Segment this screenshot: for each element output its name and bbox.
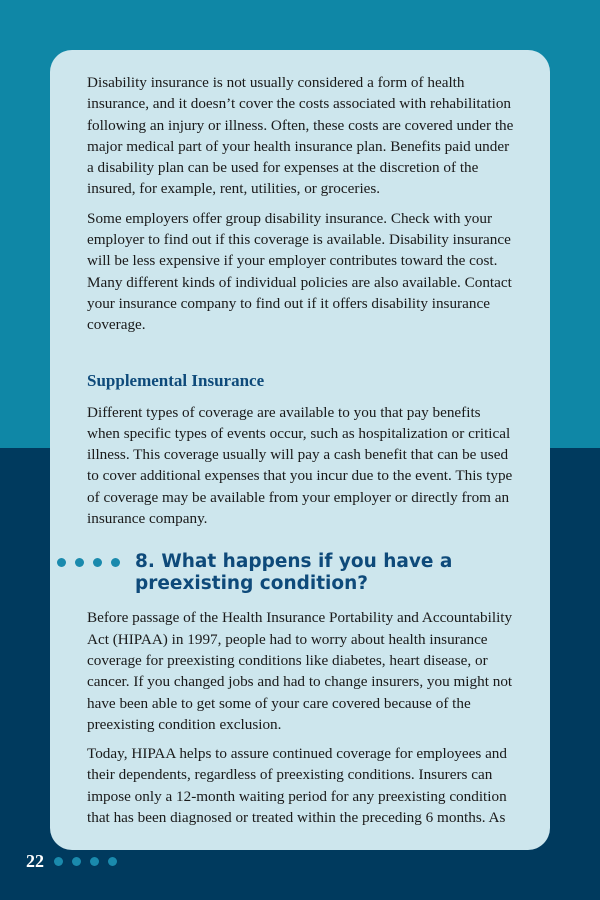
section-8-heading-text: 8. What happens if you have a preexisting condition? <box>135 551 453 595</box>
paragraph-disability-2: Some employers offer group disability insurance. Check with your employer to find out if this coverage is available. Disability insurance will be less expensive if your employer contributes toward the cost. Many different kinds of individual policies are also available. Contact your insurance company to find out if it offers disability insurance coverage. <box>87 209 512 334</box>
dot-icon <box>108 857 117 866</box>
paragraph-hipaa-today: Today, HIPAA helps to assure continued coverage for employees and their dependents, regardless of preexisting conditions. Insurers can impose only a 12-month waiting period for any preexisting condition that has been diagnosed or treated within the preceding 6 months. As <box>87 745 507 827</box>
heading-bullet-dots-icon <box>57 558 120 567</box>
dot-icon <box>54 857 63 866</box>
section-8-heading <box>50 551 514 595</box>
page-number: 22 <box>26 851 44 871</box>
page-footer <box>26 851 117 872</box>
dot-icon <box>111 558 120 567</box>
paragraph-supplemental: Different types of coverage are available to you that pay benefits when specific types of events occur, such as hospitalization or critical illness. This coverage usually will pay a cash benefit that can be used to cover additional expenses that you incur due to the event. This type of coverage may be available from your employer or directly from an insurance company. <box>87 403 513 528</box>
footer-dots-icon <box>54 857 117 866</box>
dot-icon <box>72 857 81 866</box>
dot-icon <box>57 558 66 567</box>
paragraph-hipaa-history: Before passage of the Health Insurance Portability and Accountability Act (HIPAA) in 1997, people had to worry about health insurance coverage for preexisting conditions like diabetes, heart disease, or cancer. If you changed jobs and had to change insurers, you might not have been able to get some of your care covered because of the preexisting condition exclusion. <box>87 609 513 733</box>
paragraph-disability-1: Disability insurance is not usually considered a form of health insurance, and it doesn’t cover the costs associated with rehabilitation following an injury or illness. Often, these costs are covered under the major medical part of your health insurance plan. Benefits paid under a disability plan can be used for expenses at the discretion of the insured, for example, rent, utilities, or groceries. <box>87 74 514 198</box>
supplemental-insurance-heading: Supplemental Insurance <box>87 370 265 390</box>
dot-icon <box>90 857 99 866</box>
dot-icon <box>93 558 102 567</box>
dot-icon <box>75 558 84 567</box>
content-card <box>50 50 550 850</box>
